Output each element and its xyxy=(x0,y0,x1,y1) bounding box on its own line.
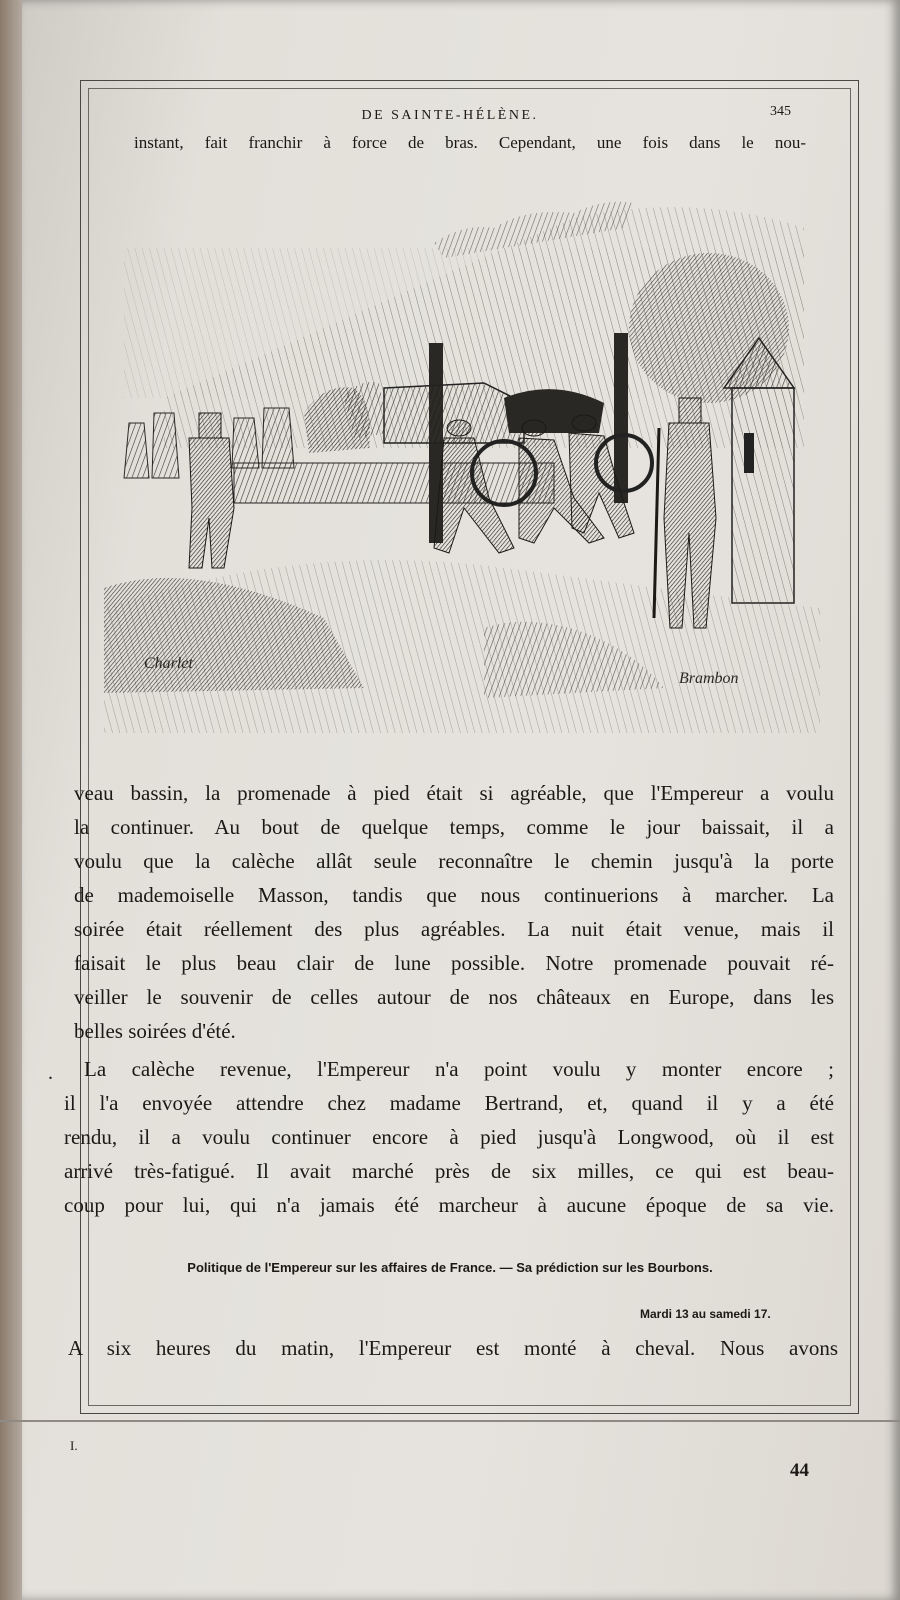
page-number: 345 xyxy=(770,104,791,119)
signature-right: Brambon xyxy=(679,670,739,687)
bottom-rule xyxy=(0,1420,900,1422)
signature-left: Charlet xyxy=(144,655,193,672)
text-line: La calèche revenue, l'Empereur n'a point voulu y monter encore ; xyxy=(84,1057,834,1081)
text-line: veau bassin, la promenade à pied était si agréable, que l'Empereur a voulu xyxy=(74,781,834,805)
sentry-box xyxy=(724,338,794,603)
section-date: Mardi 13 au samedi 17. xyxy=(640,1307,771,1321)
text-line: belles soirées d'été. xyxy=(74,1019,236,1043)
margin-dot: . xyxy=(48,1062,53,1084)
text-line: coup pour lui, qui n'a jamais été marcheur à aucune époque de sa vie. xyxy=(64,1193,834,1217)
text-line: rendu, il a voulu continuer encore à pied jusqu'à Longwood, où il est xyxy=(64,1125,834,1149)
text-line: soirée était réellement des plus agréables. La nuit était venue, mais il xyxy=(74,917,834,941)
signature-number: 44 xyxy=(790,1460,809,1481)
text-line: de mademoiselle Masson, tandis que nous continuerions à marcher. La xyxy=(74,883,834,907)
text-line: voulu que la calèche allât seule reconnaître le chemin jusqu'à la porte xyxy=(74,849,834,873)
text-line: veiller le souvenir de celles autour de nos châteaux en Europe, dans les xyxy=(74,985,834,1009)
text-line: il l'a envoyée attendre chez madame Bertrand, et, quand il y a été xyxy=(64,1091,834,1115)
top-text-line: instant, fait franchir à force de bras. Cependant, une fois dans le nou- xyxy=(134,133,806,152)
engraving-illustration xyxy=(104,188,820,733)
text-line: arrivé très-fatigué. Il avait marché près de six milles, ce qui est beau- xyxy=(64,1159,834,1183)
last-text-line: A six heures du matin, l'Empereur est monté à cheval. Nous avons xyxy=(68,1336,838,1360)
text-line: faisait le plus beau clair de lune possible. Notre promenade pouvait ré- xyxy=(74,951,834,975)
text-line: la continuer. Au bout de quelque temps, comme le jour baissait, il a xyxy=(74,815,834,839)
running-title: DE SAINTE-HÉLÈNE. xyxy=(361,108,539,123)
section-caption: Politique de l'Empereur sur les affaires de France. — Sa prédiction sur les Bourbons. xyxy=(187,1260,713,1275)
volume-mark: I. xyxy=(70,1438,78,1453)
soldiers-pushing xyxy=(434,415,634,553)
